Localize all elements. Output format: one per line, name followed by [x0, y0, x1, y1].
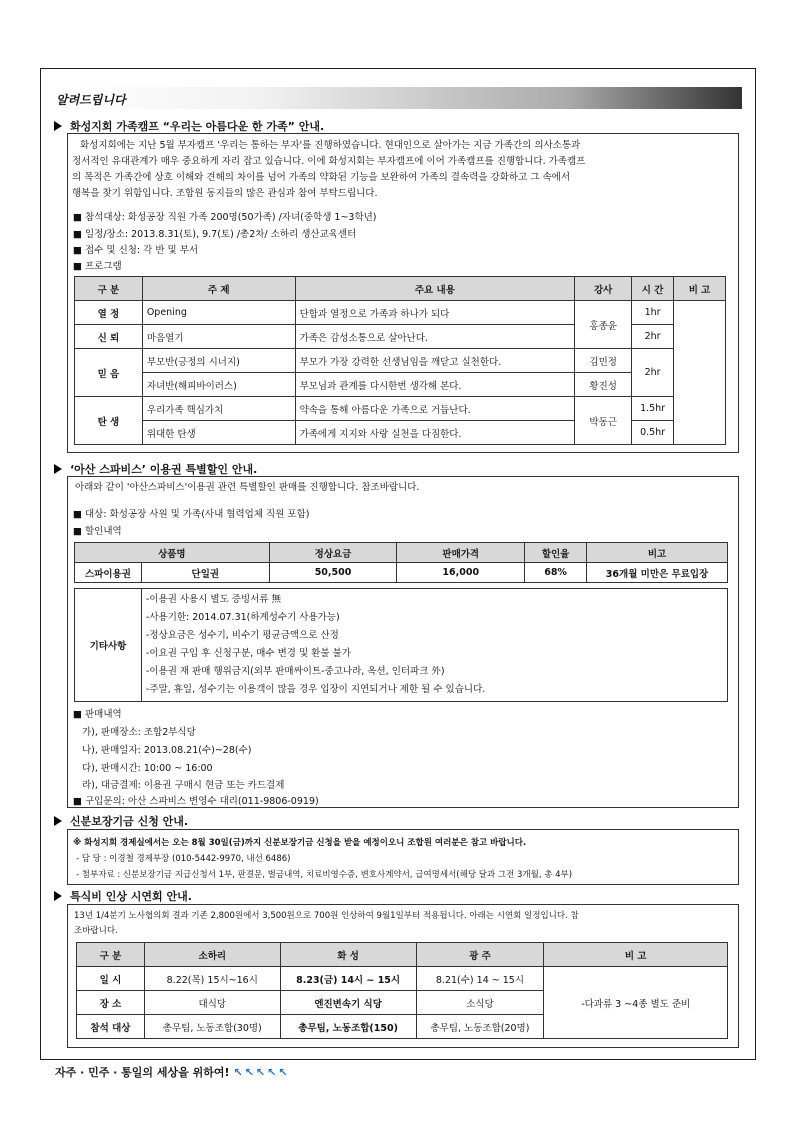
etc-table [74, 588, 728, 702]
cell: 총무팀, 노동조합(20명) [416, 1015, 544, 1039]
etc-item: -이용권 재 판매 행위금지(외부 판매싸이트-중고나라, 옥션, 인터파크 外) [145, 666, 445, 677]
col-header: 소하리 [144, 943, 280, 967]
bullet-contact: ■ 구입문의: 아산 스파비스 변영수 대리(011-9806-0919) [73, 793, 319, 807]
sales-item: 다), 판매시간: 10:00 ~ 16:00 [82, 763, 213, 774]
cell: 참석 대상 [77, 1015, 145, 1039]
cell: 총무팀, 노동조합(30명) [144, 1015, 280, 1039]
cell: 가족은 감성소통으로 살아난다. [295, 325, 575, 349]
bullet-sales: ■ 판매내역 [73, 706, 122, 720]
etc-label: 기타사항 [75, 589, 142, 702]
para-line: 의 목적은 가족간에 상호 이해와 견해의 차이를 넘어 가족의 약화된 기능을 보완하여 가족의 결속력을 강화하고 그 속에서 [72, 172, 570, 183]
etc-list [141, 589, 727, 702]
cell: 2hr [632, 325, 674, 349]
intro: 아래와 같이 '아산스파비스'이용권 관련 특별할인 판매를 진행합니다. 참조바랍니다. [75, 482, 420, 493]
section3-box [67, 829, 739, 885]
triangle-bullet-icon [54, 464, 62, 474]
program-table [74, 276, 726, 445]
tasting-table [76, 942, 728, 1039]
cell: 자녀반(해피바이러스) [142, 373, 295, 397]
cell: 장 소 [77, 991, 145, 1015]
section4-box [67, 904, 739, 1048]
discount-table [74, 542, 728, 583]
banner-title: 알려드립니다 [56, 93, 126, 107]
bullet-schedule: ■ 일정/장소: 2013.8.31(토), 9.7(토) /총2차/ 소하리 생산교육센터 [73, 226, 356, 240]
col-header: 비 고 [674, 277, 726, 301]
col-header: 비고 [587, 543, 728, 563]
cell: 약속을 통해 아름다운 가족으로 거듭난다. [295, 397, 575, 421]
cell: 16,000 [397, 563, 525, 583]
cell: 우리가족 핵심가치 [142, 397, 295, 421]
col-header: 화 성 [280, 943, 416, 967]
table-row [75, 349, 726, 373]
col-header: 비 고 [544, 943, 728, 967]
col-header: 광 주 [416, 943, 544, 967]
cell: 믿 음 [75, 349, 143, 397]
etc-item: -정상요금은 성수기, 비수기 평균금액으로 산정 [145, 630, 339, 641]
cell: 1hr [632, 301, 674, 325]
section2-title: ‘아산 스파비스’ 이용권 특별할인 안내. [54, 461, 257, 477]
arrow-icon: ↖↖↖↖↖ [233, 1066, 290, 1079]
notice-banner [50, 87, 742, 109]
cell: 1.5hr [632, 397, 674, 421]
cell: 김민정 [575, 349, 632, 373]
cell: 부모반(긍정의 시너지) [142, 349, 295, 373]
table-row [75, 563, 728, 583]
slogan-text: 자주 · 민주 · 통일의 세상을 위하여! [55, 1066, 230, 1079]
cell: 부모가 가장 강력한 선생님임을 깨닫고 실천한다. [295, 349, 575, 373]
col-header: 정상요금 [269, 543, 397, 563]
footer-slogan [55, 1064, 290, 1080]
notice-line: ※ 화성지회 경제실에서는 오는 8월 30일(금)까지 신분보장기금 신청을 받을 예정이오니 조합원 여러분은 참고 바랍니다. [73, 838, 527, 848]
section4-title: 특식비 인상 시연회 안내. [54, 888, 192, 904]
col-header: 할인율 [525, 543, 587, 563]
cell: 박동근 [575, 397, 632, 445]
cell: 일 시 [77, 967, 145, 991]
cell: 0.5hr [632, 421, 674, 445]
manager-line: - 담 당 : 이경철 경제부장 (010-5442-9970, 내선 6486) [76, 854, 291, 864]
cell: 홍종윤 [575, 301, 632, 349]
cell: 8.22(목) 15시~16시 [144, 967, 280, 991]
cell: 50,500 [269, 563, 397, 583]
col-header: 주요 내용 [295, 277, 575, 301]
sales-item: 라), 대금결제: 이용권 구매시 현금 또는 카드결제 [82, 780, 285, 791]
table-row [75, 301, 726, 325]
etc-item: -이용권 사용시 별도 증빙서류 無 [145, 594, 282, 605]
cell: 단일권 [141, 563, 269, 583]
cell: 68% [525, 563, 587, 583]
cell: 신 뢰 [75, 325, 143, 349]
para-line: 화성지회에는 지난 5월 부자캠프 '우리는 통하는 부자'를 진행하였습니다. 현대인으로 살아가는 지금 가족간의 의사소통과 [80, 140, 581, 151]
cell: 대식당 [144, 991, 280, 1015]
cell: 36개월 미만은 무료입장 [587, 563, 728, 583]
bullet-target: ■ 참석대상: 화성공장 직원 가족 200명(50가족) /자녀(중학생 1~3학년) [73, 209, 377, 223]
cell: 소식당 [416, 991, 544, 1015]
para-line: 행복을 찾기 위함입니다. 조합원 동지들의 많은 관심과 참여 부탁드립니다. [72, 188, 378, 199]
etc-item: -주말, 휴일, 성수기는 이용객이 많을 경우 입장이 지연되거나 제한 될 수 있습니다. [145, 684, 486, 695]
col-header: 시 간 [632, 277, 674, 301]
section3-title: 신분보장기금 신청 안내. [54, 813, 188, 829]
para-line: 정서적인 유대관계가 매우 중요하게 자리 잡고 있습니다. 이에 화성지회는 부자캠프에 이어 가족캠프를 진행합니다. 가족캠프 [72, 156, 586, 167]
section1-box [67, 133, 739, 453]
cell: Opening [142, 301, 295, 325]
triangle-bullet-icon [54, 891, 62, 901]
bullet-apply: ■ 접수 및 신청: 각 반 및 부서 [73, 242, 198, 256]
etc-item: -사용기한: 2014.07.31(하계성수기 사용가능) [145, 612, 340, 623]
section2-box [67, 476, 739, 808]
cell: 8.21(수) 14 ~ 15시 [416, 967, 544, 991]
cell: 총무팀, 노동조합(150) [280, 1015, 416, 1039]
col-header: 주 제 [142, 277, 295, 301]
table-row [77, 967, 728, 991]
cell: 스파이용권 [75, 563, 142, 583]
cell-note [674, 301, 726, 445]
cell: 황진성 [575, 373, 632, 397]
sales-item: 가), 판매장소: 조합2부식당 [82, 727, 196, 738]
col-header: 구 분 [75, 277, 143, 301]
intro-line: 13년 1/4분기 노사협의회 결과 기존 2,800원에서 3,500원으로 700원 인상하여 9월1일부터 적용됩니다. 아래는 시연회 일정입니다. 참 [74, 911, 579, 921]
triangle-bullet-icon [54, 121, 62, 131]
cell: 엔진변속기 식당 [280, 991, 416, 1015]
col-header: 구 분 [77, 943, 145, 967]
col-header: 판매가격 [397, 543, 525, 563]
cell: 2hr [632, 349, 674, 397]
bullet-target: ■ 대상: 화성공장 사원 및 가족(사내 협력업체 직원 포함) [73, 506, 309, 520]
col-header: 강사 [575, 277, 632, 301]
cell: 가족에게 지지와 사랑 실천을 다짐한다. [295, 421, 575, 445]
attachment-line: - 첨부자료 : 신분보장기금 지급신청서 1부, 판결문, 벌금내역, 치료비영수증, 변호사계약서, 급여명세서(해당 달과 그전 3개월, 총 4부) [76, 870, 573, 880]
etc-item: -이요권 구입 후 신청구분, 매수 변경 및 환불 불가 [145, 648, 351, 659]
col-header: 상품명 [75, 543, 270, 563]
sales-item: 나), 판매일자: 2013.08.21(수)~28(수) [82, 745, 252, 756]
triangle-bullet-icon [54, 816, 62, 826]
table-row [75, 397, 726, 421]
cell: 열 정 [75, 301, 143, 325]
cell: 마음열기 [142, 325, 295, 349]
cell: 8.23(금) 14시 ~ 15시 [280, 967, 416, 991]
cell: 부모님과 관계를 다시한번 생각해 본다. [295, 373, 575, 397]
cell: 탄 생 [75, 397, 143, 445]
section1-title: 화성지회 가족캠프 “우리는 아름다운 한 가족” 안내. [54, 118, 324, 134]
cell-note: -다과류 3 ~4종 별도 준비 [544, 967, 728, 1039]
bullet-program: ■ 프로그램 [73, 258, 122, 272]
bullet-discount: ■ 할인내역 [73, 523, 122, 537]
table-row [75, 373, 726, 397]
cell: 단합과 열정으로 가족과 하나가 되다 [295, 301, 575, 325]
intro-line: 조바랍니다. [74, 926, 118, 936]
cell: 위대한 탄생 [142, 421, 295, 445]
